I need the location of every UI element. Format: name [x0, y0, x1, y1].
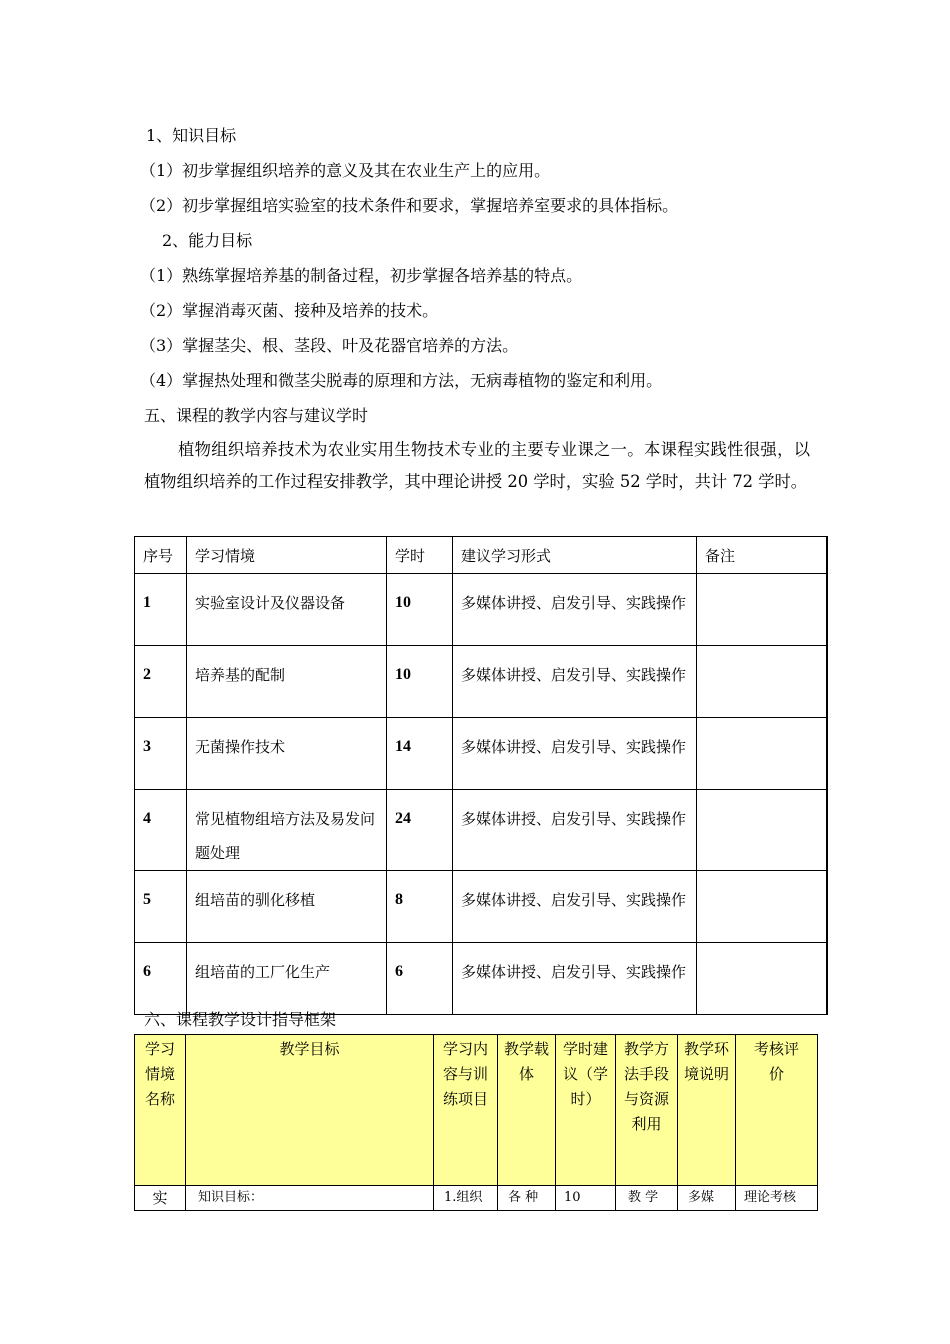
header-assessment: 考核评价 — [736, 1035, 818, 1186]
cell-hours: 10 — [556, 1186, 616, 1211]
row-note — [697, 790, 827, 871]
row-hours: 8 — [387, 871, 453, 943]
row-no: 5 — [135, 871, 187, 943]
row-hours: 14 — [387, 718, 453, 790]
cell-content: 1.组织 — [434, 1186, 498, 1211]
header-teaching-goals: 教学目标 — [186, 1035, 434, 1186]
cell-scenario: 实 — [135, 1186, 186, 1211]
row-form: 多媒体讲授、启发引导、实践操作 — [453, 871, 697, 943]
ability-goal-3: （3）掌握茎尖、根、茎段、叶及花器官培养的方法。 — [140, 336, 519, 355]
row-hours: 10 — [387, 574, 453, 646]
table-row — [135, 943, 827, 1015]
row-no: 1 — [135, 574, 187, 646]
cell-carrier: 各 种 — [498, 1186, 556, 1211]
header-environment: 教学环境说明 — [678, 1035, 736, 1186]
ability-goal-2: （2）掌握消毒灭菌、接种及培养的技术。 — [140, 301, 439, 320]
ability-goal-1: （1）熟练掌握培养基的制备过程，初步掌握各培养基的特点。 — [140, 266, 583, 285]
teaching-design-table — [134, 1034, 818, 1211]
table-row — [135, 1186, 818, 1211]
cell-methods: 教 学 — [616, 1186, 678, 1211]
cell-assessment: 理论考核 — [736, 1186, 818, 1211]
row-note — [697, 718, 827, 790]
row-no: 4 — [135, 790, 187, 871]
row-no: 2 — [135, 646, 187, 718]
row-no: 6 — [135, 943, 187, 1015]
cell-environment: 多媒 — [678, 1186, 736, 1211]
row-topic: 常见植物组培方法及易发问题处理 — [187, 790, 387, 871]
course-content-table — [134, 536, 828, 1015]
table-row — [135, 646, 827, 718]
section-5-paragraph: 植物组织培养技术为农业实用生物技术专业的主要专业课之一。本课程实践性很强，以植物组织培养的工作过程安排教学，其中理论讲授 20 学时，实验 52 学时，共计 72 学时。 — [144, 440, 810, 491]
heading-ability-goals: 2、能力目标 — [162, 231, 253, 250]
table-row — [135, 871, 827, 943]
header-note: 备注 — [697, 537, 827, 574]
row-form: 多媒体讲授、启发引导、实践操作 — [453, 790, 697, 871]
header-methods: 教学方法手段与资源利用 — [616, 1035, 678, 1186]
row-no: 3 — [135, 718, 187, 790]
header-form: 建议学习形式 — [453, 537, 697, 574]
row-form: 多媒体讲授、启发引导、实践操作 — [453, 646, 697, 718]
knowledge-goal-1: （1）初步掌握组织培养的意义及其在农业生产上的应用。 — [140, 161, 551, 180]
row-form: 多媒体讲授、启发引导、实践操作 — [453, 574, 697, 646]
header-hours: 学时建议（学时） — [556, 1035, 616, 1186]
table-row — [135, 574, 827, 646]
header-scenario-name: 学习情境名称 — [135, 1035, 186, 1186]
row-topic: 培养基的配制 — [187, 646, 387, 718]
ability-goal-4: （4）掌握热处理和微茎尖脱毒的原理和方法，无病毒植物的鉴定和利用。 — [140, 371, 663, 390]
row-topic: 组培苗的工厂化生产 — [187, 943, 387, 1015]
table-row — [135, 790, 827, 871]
row-topic: 无菌操作技术 — [187, 718, 387, 790]
header-content-items: 学习内容与训练项目 — [434, 1035, 498, 1186]
row-note — [697, 646, 827, 718]
section-6-title: 六、课程教学设计指导框架 — [144, 1010, 337, 1029]
knowledge-goal-2: （2）初步掌握组培实验室的技术条件和要求，掌握培养室要求的具体指标。 — [140, 196, 679, 215]
row-note — [697, 574, 827, 646]
header-hours: 学时 — [387, 537, 453, 574]
row-hours: 10 — [387, 646, 453, 718]
row-form: 多媒体讲授、启发引导、实践操作 — [453, 943, 697, 1015]
row-form: 多媒体讲授、启发引导、实践操作 — [453, 718, 697, 790]
table-row — [135, 718, 827, 790]
table-header-row — [135, 1035, 818, 1186]
row-note — [697, 943, 827, 1015]
table-header-row — [135, 537, 827, 574]
cell-goals: 知识目标： — [186, 1186, 434, 1211]
section-5-title: 五、课程的教学内容与建议学时 — [144, 406, 369, 425]
header-carrier: 教学载体 — [498, 1035, 556, 1186]
row-topic: 实验室设计及仪器设备 — [187, 574, 387, 646]
row-hours: 6 — [387, 943, 453, 1015]
row-hours: 24 — [387, 790, 453, 871]
header-no: 序号 — [135, 537, 187, 574]
row-topic: 组培苗的驯化移植 — [187, 871, 387, 943]
heading-knowledge-goals: 1、知识目标 — [146, 126, 237, 145]
row-note — [697, 871, 827, 943]
header-topic: 学习情境 — [187, 537, 387, 574]
